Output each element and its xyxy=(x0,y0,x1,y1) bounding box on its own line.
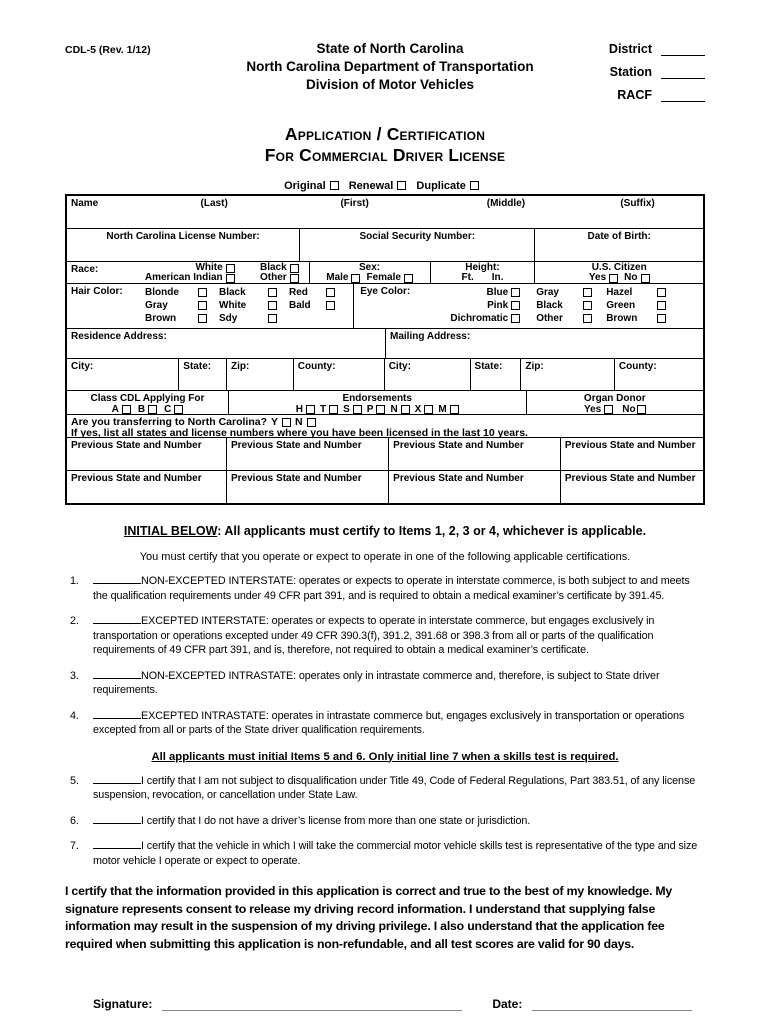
transfer-note: If yes, list all states and license numbers where you have been licensed in the last 10 years. xyxy=(71,427,528,439)
endorsement-t-checkbox[interactable] xyxy=(329,405,338,414)
form-title-line1: Application / Certification xyxy=(284,124,486,144)
citizen-yes-label: Yes xyxy=(588,272,607,283)
transfer-question: Are you transferring to North Carolina? xyxy=(71,416,268,428)
endorsement-h-label: H xyxy=(295,403,303,415)
hair-red-label: Red xyxy=(289,287,308,298)
cert-item-1 xyxy=(65,574,705,603)
duplicate-label: Duplicate xyxy=(416,180,466,192)
previous-state-label: Previous State and Number xyxy=(71,440,202,451)
class-b-checkbox[interactable] xyxy=(148,405,157,414)
race-sex-height-citizen-row xyxy=(67,261,703,283)
item-text: NON-EXCEPTED INTRASTATE: operates only in intrastate commerce and, therefore, is subject to State driver requirements. xyxy=(93,669,660,696)
hair-white-checkbox[interactable] xyxy=(268,301,277,310)
endorsement-m-checkbox[interactable] xyxy=(450,405,459,414)
city-label: City: xyxy=(71,361,94,372)
eye-brown-checkbox[interactable] xyxy=(657,314,666,323)
organ-yes-checkbox[interactable] xyxy=(604,405,613,414)
sex-male-label: Male xyxy=(326,272,349,283)
state-label: State: xyxy=(183,361,212,372)
item-number: 1. xyxy=(70,575,79,587)
station-blank[interactable] xyxy=(661,66,705,79)
class-a-label: A xyxy=(111,403,119,415)
district-label: District xyxy=(608,42,652,56)
hair-black-checkbox[interactable] xyxy=(268,288,277,297)
class-b-label: B xyxy=(137,403,146,415)
previous-state-label: Previous State and Number xyxy=(393,473,524,484)
hair-sdy-label: Sdy xyxy=(219,313,238,324)
residence-address-label: Residence Address: xyxy=(71,331,167,342)
signature-line[interactable] xyxy=(162,997,462,1011)
dob-cell[interactable] xyxy=(534,229,703,261)
eye-dichromatic-label: Dichromatic xyxy=(450,313,509,324)
form-title-line2: For Commercial Driver License xyxy=(264,145,506,165)
original-label: Original xyxy=(284,180,326,192)
transfer-n-label: N xyxy=(295,416,303,428)
previous-state-cell[interactable] xyxy=(226,438,388,470)
height-ft-label: Ft. xyxy=(461,272,474,283)
renewal-label: Renewal xyxy=(348,180,394,192)
height-cell[interactable] xyxy=(430,262,535,283)
hair-color-label: Hair Color: xyxy=(71,286,123,297)
mailing-address-cell[interactable] xyxy=(385,329,703,358)
race-other-label: Other xyxy=(260,272,287,283)
form-title xyxy=(65,124,705,166)
ssn-cell[interactable] xyxy=(299,229,534,261)
signature-row xyxy=(65,997,705,1011)
cert-item-7 xyxy=(65,839,705,868)
sex-cell xyxy=(309,262,430,283)
certification-items-2 xyxy=(65,774,705,869)
eye-pink-checkbox[interactable] xyxy=(511,301,520,310)
hair-brown-checkbox[interactable] xyxy=(198,314,207,323)
previous-state-cell[interactable] xyxy=(226,471,388,503)
eye-blue-label: Blue xyxy=(486,287,509,298)
eye-green-label: Green xyxy=(606,300,636,311)
residence-address-cell[interactable] xyxy=(67,329,385,358)
zip-label: Zip: xyxy=(525,361,544,372)
race-cell xyxy=(67,262,309,283)
endorsement-h-checkbox[interactable] xyxy=(306,405,315,414)
name-label: Name xyxy=(71,198,99,209)
endorsement-p-checkbox[interactable] xyxy=(376,405,385,414)
eye-blue-checkbox[interactable] xyxy=(511,288,520,297)
endorsement-n-checkbox[interactable] xyxy=(401,405,410,414)
initial-blank-5[interactable] xyxy=(93,774,141,784)
citizen-no-label: No xyxy=(624,272,638,283)
eye-color-label: Eye Color: xyxy=(360,286,411,297)
eye-hazel-checkbox[interactable] xyxy=(657,288,666,297)
agency-line: North Carolina Department of Transportation xyxy=(246,59,534,74)
signature-label: Signature: xyxy=(93,997,153,1011)
organ-no-label: No xyxy=(622,403,636,415)
mailing-county-cell[interactable] xyxy=(614,359,703,390)
height-label: Height: xyxy=(465,262,500,273)
hair-sdy-checkbox[interactable] xyxy=(268,314,277,323)
certification-items xyxy=(65,574,705,738)
transfer-y-label: Y xyxy=(271,416,279,428)
hair-blonde-label: Blonde xyxy=(145,287,179,298)
class-cdl-cell xyxy=(67,391,228,414)
hair-white-label: White xyxy=(219,300,247,311)
district-blank[interactable] xyxy=(661,43,705,56)
item-number: 7. xyxy=(70,840,79,852)
endorsement-s-checkbox[interactable] xyxy=(353,405,362,414)
hair-bald-checkbox[interactable] xyxy=(326,301,335,310)
final-certification-paragraph: I certify that the information provided in this application is correct and true to the best of my knowledge. My signature represents consent to release my driving record information. I understand that supplying false information may result in the suspension of my driving privilege. I also understand that the application fee required when submitting this application is non-refundable, and all test scores are valid for 90 days. xyxy=(65,884,673,951)
class-cdl-title: Class CDL Applying For xyxy=(90,392,205,404)
duplicate-checkbox[interactable] xyxy=(470,181,479,190)
item-number: 3. xyxy=(70,669,79,682)
mailing-address-label: Mailing Address: xyxy=(390,331,471,342)
organ-donor-cell xyxy=(526,391,703,414)
id-row xyxy=(67,228,703,261)
form-number: CDL-5 (Rev. 1/12) xyxy=(65,44,151,56)
zip-label: Zip: xyxy=(230,361,250,372)
transfer-no-checkbox[interactable] xyxy=(307,418,316,427)
cert-item-2 xyxy=(65,614,705,658)
form-header xyxy=(65,40,705,111)
hair-bald-label: Bald xyxy=(289,300,311,311)
previous-state-cell[interactable] xyxy=(388,471,560,503)
endorsement-p-label: P xyxy=(366,403,374,415)
state-label: State: xyxy=(474,361,503,372)
item-number: 4. xyxy=(70,709,79,722)
initial-blank-7[interactable] xyxy=(93,839,141,849)
station-label: Station xyxy=(609,65,652,79)
address-row xyxy=(67,328,703,358)
residence-city-cell[interactable] xyxy=(67,359,178,390)
initial-blank-2[interactable] xyxy=(93,614,141,624)
previous-state-label: Previous State and Number xyxy=(393,440,524,451)
city-state-zip-row xyxy=(67,358,703,390)
item-number: 2. xyxy=(70,615,79,627)
agency-line: Division of Motor Vehicles xyxy=(305,77,475,92)
initial-items-5-6-heading xyxy=(65,751,705,763)
endorsements-title: Endorsements xyxy=(342,392,412,404)
us-citizen-label: U.S. Citizen xyxy=(591,262,647,273)
eye-hazel-label: Hazel xyxy=(606,287,633,298)
organ-donor-title: Organ Donor xyxy=(583,392,646,404)
item-number: 5. xyxy=(70,774,79,787)
application-type-row xyxy=(65,180,705,192)
cert-item-3 xyxy=(65,669,705,698)
ssn-label: Social Security Number: xyxy=(359,231,476,242)
race-black-checkbox[interactable] xyxy=(290,264,299,273)
previous-state-label: Previous State and Number xyxy=(231,440,362,451)
eye-green-checkbox[interactable] xyxy=(657,301,666,310)
item-text: EXCEPTED INTERSTATE: operates or expects to operate in interstate commerce, but engages exclusively in transportation or operations excepted under 49 CFR 390.3(f), 391.2, 391.68 or 398.3 from all or parts of the qualification requirements of 49 CFR part 391, and is, therefore, not required to obtain a medical examiner’s certificate. xyxy=(93,615,655,656)
class-c-label: C xyxy=(164,403,172,415)
last-label: (Last) xyxy=(200,198,228,209)
organ-yes-label: Yes xyxy=(583,403,602,415)
previous-state-row-2 xyxy=(67,470,703,503)
previous-state-cell[interactable] xyxy=(67,438,226,470)
cert-item-5 xyxy=(65,774,705,803)
class-c-checkbox[interactable] xyxy=(174,405,183,414)
license-number-label: North Carolina License Number: xyxy=(106,231,260,242)
endorsement-t-label: T xyxy=(319,403,327,415)
sex-label: Sex: xyxy=(359,262,381,273)
mailing-zip-cell[interactable] xyxy=(520,359,613,390)
hair-gray-label: Gray xyxy=(145,300,168,311)
transfer-row xyxy=(67,414,703,437)
county-label: County: xyxy=(618,361,657,372)
previous-state-cell[interactable] xyxy=(560,438,703,470)
residence-zip-cell[interactable] xyxy=(226,359,293,390)
class-a-checkbox[interactable] xyxy=(122,405,131,414)
item-text: I certify that the vehicle in which I will take the commercial motor vehicle skills test is representative of the type and size motor vehicle I operate or expect to operate. xyxy=(93,840,698,867)
item-text: I certify that I am not subject to disqualification under Title 49, Code of Federal Regulations, Part 383.51, of any license suspension, revocation, or cancellation under State Law. xyxy=(93,774,696,801)
sex-male-checkbox[interactable] xyxy=(351,274,360,283)
city-label: City: xyxy=(388,361,411,372)
transfer-cell xyxy=(67,415,703,437)
date-line[interactable] xyxy=(532,997,692,1011)
original-checkbox[interactable] xyxy=(330,181,339,190)
racf-label: RACF xyxy=(617,88,652,102)
height-in-label: In. xyxy=(491,272,504,283)
endorsement-n-label: N xyxy=(390,403,398,415)
initial-blank-4[interactable] xyxy=(93,709,141,719)
endorsement-x-label: X xyxy=(414,403,422,415)
license-number-cell[interactable] xyxy=(67,229,299,261)
previous-state-row-1 xyxy=(67,437,703,470)
mailing-state-cell[interactable] xyxy=(470,359,521,390)
us-citizen-cell xyxy=(534,262,703,283)
cert-item-6 xyxy=(65,814,705,829)
first-label: (First) xyxy=(340,198,369,209)
item-text: I certify that I do not have a driver’s license from more than one state or jurisdiction. xyxy=(141,814,531,827)
class-endorsement-donor-row xyxy=(67,390,703,414)
initial-below-heading xyxy=(65,524,705,538)
previous-state-label: Previous State and Number xyxy=(564,440,696,451)
eye-dichromatic-checkbox[interactable] xyxy=(511,314,520,323)
residence-state-cell[interactable] xyxy=(178,359,226,390)
renewal-checkbox[interactable] xyxy=(397,181,406,190)
eye-color-cell xyxy=(353,284,703,328)
eye-brown-label: Brown xyxy=(606,313,638,324)
previous-state-label: Previous State and Number xyxy=(231,473,362,484)
hair-gray-checkbox[interactable] xyxy=(198,301,207,310)
certify-intro: You must certify that you operate or expect to operate in one of the following applicable certifications. xyxy=(139,551,631,563)
eye-pink-label: Pink xyxy=(487,300,509,311)
endorsement-m-label: M xyxy=(438,403,447,415)
admin-fields xyxy=(580,40,705,111)
eye-black-checkbox[interactable] xyxy=(583,301,592,310)
cert-item-4 xyxy=(65,709,705,738)
initial-blank-6[interactable] xyxy=(93,814,141,824)
race-american-indian-checkbox[interactable] xyxy=(226,274,235,283)
item-number: 6. xyxy=(70,814,79,827)
citizen-no-checkbox[interactable] xyxy=(641,274,650,283)
race-white-label: White xyxy=(195,262,223,273)
racf-blank[interactable] xyxy=(661,89,705,102)
hair-brown-label: Brown xyxy=(145,313,177,324)
citizen-yes-checkbox[interactable] xyxy=(609,274,618,283)
hair-blonde-checkbox[interactable] xyxy=(198,288,207,297)
mailing-city-cell[interactable] xyxy=(384,359,470,390)
item-text: EXCEPTED INTRASTATE: operates in intrastate commerce but, engages exclusively in transportation or operations excepted from all or parts of the State driver qualification requirements. xyxy=(93,709,685,736)
name-cell[interactable] xyxy=(67,196,703,228)
county-label: County: xyxy=(297,361,336,372)
agency-block xyxy=(200,40,580,111)
eye-gray-label: Gray xyxy=(536,287,559,298)
eye-other-label: Other xyxy=(536,313,563,324)
hair-black-label: Black xyxy=(219,287,246,298)
previous-state-cell[interactable] xyxy=(388,438,560,470)
date-label: Date: xyxy=(492,997,523,1011)
initial-blank-3[interactable] xyxy=(93,669,141,679)
previous-state-label: Previous State and Number xyxy=(71,473,202,484)
initial-below-rest: : All applicants must certify to Items 1, 2, 3 or 4, whichever is applicable. xyxy=(217,524,647,538)
agency-line: State of North Carolina xyxy=(316,41,464,56)
race-label: Race: xyxy=(71,264,99,275)
organ-no-checkbox[interactable] xyxy=(637,405,646,414)
applicant-info-table xyxy=(65,194,705,505)
residence-county-cell[interactable] xyxy=(293,359,384,390)
sex-female-label: Female xyxy=(366,272,401,283)
item-text: NON-EXCEPTED INTERSTATE: operates or expects to operate in interstate commerce, is both subject to and meets the qualification requirements under 49 CFR part 391, and is required to obtain a medical examiner’s certificate by 391.45. xyxy=(93,575,690,602)
endorsement-x-checkbox[interactable] xyxy=(424,405,433,414)
hair-eye-row xyxy=(67,283,703,328)
previous-state-cell[interactable] xyxy=(560,471,703,503)
hair-color-cell xyxy=(67,284,353,328)
initial-below-label: INITIAL BELOW xyxy=(123,524,218,538)
race-american-indian-label: American Indian xyxy=(144,272,223,283)
previous-state-label: Previous State and Number xyxy=(564,473,696,484)
hair-red-checkbox[interactable] xyxy=(326,288,335,297)
endorsement-s-label: S xyxy=(343,403,350,415)
eye-black-label: Black xyxy=(536,300,563,311)
race-black-label: Black xyxy=(259,262,287,273)
middle-label: (Middle) xyxy=(486,198,526,209)
initial-items-5-6-text: All applicants must initial Items 5 and 6. Only initial line 7 when a skills test is required. xyxy=(151,750,619,763)
race-white-checkbox[interactable] xyxy=(226,264,235,273)
race-other-checkbox[interactable] xyxy=(290,274,299,283)
name-row xyxy=(67,196,703,228)
eye-other-checkbox[interactable] xyxy=(583,314,592,323)
eye-gray-checkbox[interactable] xyxy=(583,288,592,297)
dob-label: Date of Birth: xyxy=(587,231,651,242)
initial-blank-1[interactable] xyxy=(93,574,141,584)
previous-state-cell[interactable] xyxy=(67,471,226,503)
sex-female-checkbox[interactable] xyxy=(404,274,413,283)
endorsements-cell xyxy=(228,391,526,414)
transfer-yes-checkbox[interactable] xyxy=(282,418,291,427)
suffix-label: (Suffix) xyxy=(620,198,655,209)
